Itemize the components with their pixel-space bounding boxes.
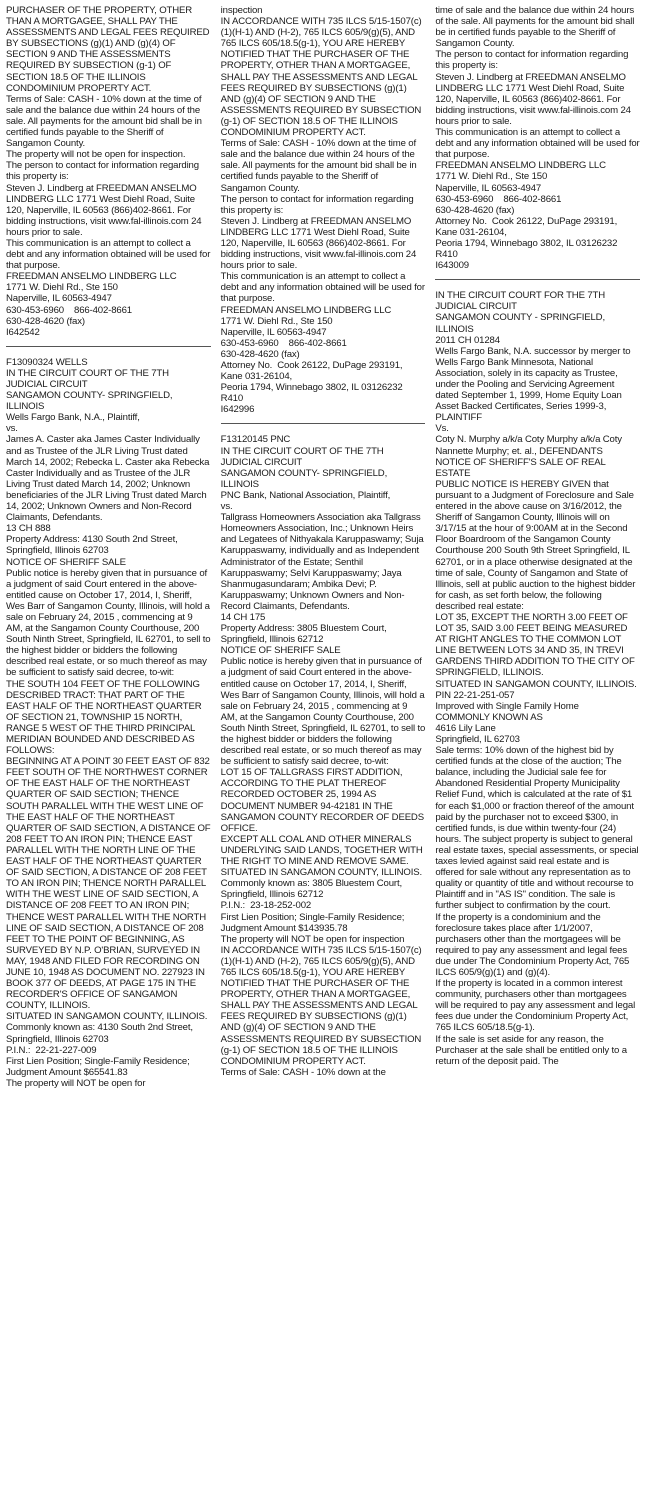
terms-of-sale: time of sale and the balance due within 24 hours of the sale. All payments for the amount bid shall be in certified funds payable to the Sheriff of Sangamon County. bbox=[435, 5, 637, 50]
terms-of-sale: Terms of Sale: CASH - 10% down at the time of sale and the balance due within 24 hours of the sale. All payments for the amount bid shall be in certified funds payable to the Sheriff of Sangamon County. bbox=[6, 93, 205, 150]
sale-notice: PUBLIC NOTICE IS HEREBY GIVEN that pursuant to a Judgment of Foreclosure and Sale entered in the above cause on 3/16/2012, the Sheriff of Sangamon County, Illinois will on 3/17/15 at the hour of 9:00AM at in the Second Floor Boardroom of the Sangamon County Courthouse 200 South 9th Street Springfield, IL 62701, or in a place otherwise designated at the time of sale, County of Sangamon and State of Illinois, sell at public auction to the highest bidder for cash, as set forth below, the following described real estate: bbox=[435, 478, 638, 612]
legal-description: THE SOUTH 104 FEET OF THE FOLLOWING DESCRIBED TRACT: THAT PART OF THE EAST HALF OF THE NORTHEAST QUARTER OF SECTION 21, TOWNSHIP 15 NORTH, RANGE 5 WEST OF THE THIRD PRINCIPAL MERIDIAN BOUNDED AND DESCRIBED AS FOLLOWS: BEGINNING AT A POINT 30 FEET EAST OF 832 FEET SOUTH OF THE NORTHWEST CORNER OF THE EAST HALF OF THE NORTHEAST QUARTER OF SAID SECTION; THENCE SOUTH PARALLEL WITH THE WEST LINE OF THE EAST HALF OF THE NORTHEAST QUARTER OF SAID SECTION, A DISTANCE OF 208 FEET TO AN IRON PIN; THENCE EAST PARALLEL WITH THE NORTH LINE OF THE EAST HALF OF THE NORTHEAST QUARTER OF SAID SECTION, A DISTANCE OF 208 FEET TO AN IRON PIN; THENCE NORTH PARALLEL WITH THE WEST LINE OF SAID SECTION, A DISTANCE OF 208 FEET TO AN IRON PIN; THENCE WEST PARALLEL WITH THE NORTH LINE OF SAID SECTION, A DISTANCE OF 208 FEET TO THE POINT OF BEGINNING, AS SURVEYED BY N.P. O'BRIAN, SURVEYED IN MAY, 1948 AND FILED FOR RECORDING ON JUNE 10, 1948 AS DOCUMENT NO. 227923 IN BOOK 377 OF DEEDS, AT PAGE 175 IN THE RECORDER'S OFFICE OF SANGAMON COUNTY, ILLINOIS. SITUATED IN SANGAMON COUNTY, ILLINOIS. bbox=[6, 678, 211, 1023]
notice-divider bbox=[6, 346, 211, 347]
statutory-notice: IN ACCORDANCE WITH 735 ILCS 5/15-1507(c)(1)(H-1) AND (H-2), 765 ILCS 605/9(g)(5), AND 765 ILCS 605/18.5(g-1), YOU ARE HEREBY NOTIFIED THAT THE PURCHASER OF THE PROPERTY, OTHER THAN A MORTGAGEE, SHALL PAY THE ASSESSMENTS AND LEGAL FEES REQUIRED BY SUBSECTIONS (g)(1) AND (g)(4) OF SECTION 9 AND THE ASSESSMENTS REQUIRED BY SUBSECTION (g-1) OF SECTION 18.5 OF THE ILLINOIS CONDOMINIUM PROPERTY ACT. bbox=[220, 944, 424, 1067]
case-caption: F13120145 PNC IN THE CIRCUIT COURT OF THE 7TH JUDICIAL CIRCUIT SANGAMON COUNTY- SPRINGFIELD, ILLINOIS PNC Bank, National Association, Plaintiff, vs. Tallgrass Homeowners Association aka Tallgrass Homeowners Association, Inc.; Unknown Heirs and Legatees of Nithyakala Karuppaswamy; Suja Karuppaswamy, individually and as Independent Administrator of the Estate; Senthil Karuppaswamy; Selvi Karuppaswamy; Jaya Shanmugasundaram; Ambika Devi; P. Karuppaswamy; Unknown Owners and Non-Record Claimants, Defendants. 14 CH 175 Property Address: 3805 Bluestem Court, Springfield, Illinois 62712 NOTICE OF SHERIFF SALE bbox=[220, 434, 424, 657]
sale-notice: Public notice is hereby given that in pursuance of a judgment of said Court entered in the above-entitled cause on October 17, 2014, I, Sheriff, Wes Barr of Sangamon County, Illinois, will hold a sale on February 24, 2015 , commencing at 9 AM, at the Sangamon County Courthouse, 200 South Ninth Street, Springfield, IL 62701, to sell to the highest bidder or bidders the following described real estate, or so much thereof as may be sufficient to satisfy said decree, to-wit: bbox=[220, 656, 428, 768]
firm-info: This communication is an attempt to collect a debt and any information obtained will be used for that purpose. FREEDMAN ANSELMO LINDBERG LLC 1771 W. Diehl Rd., Ste 150 Naperville, IL 60563-4947 630-453-6960 866-402-8661 630-428-4620 (fax) Attorney No. Cook 26122, DuPage 293191, Kane 031-26104, Peoria 1794, Winnebago 3802, IL 03126232 R410 I643009 bbox=[435, 127, 640, 272]
sale-notice: Public notice is hereby given that in pursuance of a judgment of said Court entered in the above-entitled cause on October 17, 2014, I, Sheriff, Wes Barr of Sangamon County, Illinois, will hold a sale on February 24, 2015 , commencing at 9 AM, at the Sangamon County Courthouse, 200 South Ninth Street, Springfield, IL 62701, to sell to the highest bidder or bidders the following described real estate, or so much thereof as may be sufficient to satisfy said decree, to-wit: bbox=[6, 567, 214, 679]
contact-info: The person to contact for information regarding this property is: Steven J. Lindberg at FREEDMAN ANSELMO LINDBERG LLC 1771 West Diehl Road, Suite 120, Naperville, IL 60563 (866)402-8661. For bidding instructions, visit www.fal-illinois.com 24 hours prior to sale. bbox=[435, 49, 631, 127]
property-details: Commonly known as: 4130 South 2nd Street, Springfield, Illinois 62703 P.I.N.: 22-21-227-009 First Lien Position; Single-Family Residence; Judgment Amount $65541.83 The property will NOT be open for bbox=[6, 1022, 193, 1089]
column-1 bbox=[6, 5, 214, 1510]
terms-of-sale: Terms of Sale: CASH - 10% down at the time of sale and the balance due within 24 hours of the sale. All payments for the amount bid shall be in certified funds payable to the Sheriff of Sangamon County. bbox=[220, 138, 420, 194]
column-2 bbox=[221, 5, 426, 1510]
case-caption: IN THE CIRCUIT COURT FOR THE 7TH JUDICIAL CIRCUIT SANGAMON COUNTY - SPRINGFIELD, ILLINOIS 2011 CH 01284 Wells Fargo Bank, N.A. successor by merger to Wells Fargo Bank Minnesota, National Association, solely in its capacity as Trustee, under the Pooling and Servicing Agreement dated September 1, 1999, Home Equity Loan Asset Backed Certificates, Series 1999-3, PLAINTIFF Vs. Coty N. Murphy a/k/a Coty Murphy a/k/a Coty Nannette Murphy; et. al., DEFENDANTS NOTICE OF SHERIFF'S SALE OF REAL ESTATE bbox=[435, 290, 631, 479]
firm-info: This communication is an attempt to collect a debt and any information obtained will be used for that purpose. FREEDMAN ANSELMO LINDBERG LLC 1771 W. Diehl Rd., Ste 150 Naperville, IL 60563-4947 630-453-6960 866-402-8661 630-428-4620 (fax) I642542 bbox=[6, 237, 211, 338]
contact-info: The person to contact for information regarding this property is: Steven J. Lindberg at FREEDMAN ANSELMO LINDBERG LLC 1771 West Diehl Road, Suite 120, Naperville, IL 60563 (866)402-8661. For bidding instructions, visit www.fal-illinois.com 24 hours prior to sale. bbox=[220, 193, 417, 272]
contact-info: The person to contact for information regarding this property is: Steven J. Lindberg at FREEDMAN ANSELMO LINDBERG LLC 1771 West Diehl Road, Suite 120, Naperville, IL 60563 (866)402-8661. For bidding instructions, visit www.fal-illinois.com 24 hours prior to sale. bbox=[6, 160, 202, 238]
condominium-note: If the property is a condominium and the foreclosure takes place after 1/1/2007, purchasers other than the mortgagees will be required to pay any assessment and legal fees due under The Condominium Property Act, 765 ILCS 605/9(g)(1) and (g)(4). bbox=[435, 911, 632, 978]
legal-description: LOT 35, EXCEPT THE NORTH 3.00 FEET OF LOT 35, SAID 3.00 FEET BEING MEASURED AT RIGHT ANGLES TO THE COMMON LOT LINE BETWEEN LOTS 34 AND 35, IN TREVI GARDENS THIRD ADDITION TO THE CITY OF SPRINGFIELD, ILLINOIS. SITUATED IN SANGAMON COUNTY, ILLINOIS. PIN 22-21-251-057 Improved with Single Family Home COMMONLY KNOWN AS 4616 Lily Lane Springfield, IL 62703 bbox=[435, 611, 637, 745]
notice-text: PURCHASER OF THE PROPERTY, OTHER THAN A MORTGAGEE, SHALL PAY THE ASSESSMENTS AND LEGAL FEES REQUIRED BY SUBSECTIONS (g)(1) AND (g)(4) OF SECTION 9 AND THE ASSESSMENTS REQUIRED BY SUBSECTION (g-1) OF SECTION 18.5 OF THE ILLINOIS CONDOMINIUM PROPERTY ACT. bbox=[6, 5, 212, 94]
case-caption: F13090324 WELLS IN THE CIRCUIT COURT OF THE 7TH JUDICIAL CIRCUIT SANGAMON COUNTY- SPRINGFIELD, ILLINOIS Wells Fargo Bank, N.A., Plaintiff, vs. James A. Caster aka James Caster Individually and as Trustee of the JLR Living Trust dated March 14, 2002; Rebecka L. Caster aka Rebecka Caster Individually and as Trustee of the JLR Living Trust dated March 14, 2002; Unknown beneficiaries of the JLR Living Trust dated March 14, 2002; Unknown Owners and Non-Record Claimants, Defendants. 13 CH 888 Property Address: 4130 South 2nd Street, Springfield, Illinois 62703 NOTICE OF SHERIFF SALE bbox=[6, 356, 210, 568]
firm-info: This communication is an attempt to collect a debt and any information obtained will be used for that purpose. FREEDMAN ANSELMO LINDBERG LLC 1771 W. Diehl Rd., Ste 150 Naperville, IL 60563-4947 630-453-6960 866-402-8661 630-428-4620 (fax) Attorney No. Cook 26122, DuPage 293191, Kane 031-26104, Peoria 1794, Winnebago 3802, IL 03126232 R410 I642996 bbox=[220, 271, 425, 416]
column-3 bbox=[435, 5, 640, 1510]
terms-of-sale: Terms of Sale: CASH - 10% down at the bbox=[220, 1066, 386, 1078]
notice-divider bbox=[435, 279, 640, 280]
common-interest-note: If the property is located in a common interest community, purchasers other than mortgagees will be required to pay any assessment and legal fees due under the Condominium Property Act, 765 ILCS 605/18.5(g-1). bbox=[435, 978, 638, 1034]
sale-terms: Sale terms: 10% down of the highest bid by certified funds at the close of the auction; The balance, including the Judicial sale fee for Abandoned Residential Property Municipality Relief Fund, which is calculated at the rate of $1 for each $1,000 or fraction thereof of the amount paid by the purchaser not to exceed $300, in certified funds, is due within twenty-four (24) hours. The subject property is subject to general real estate taxes, special assessments, or special taxes levied against said real estate and is offered for sale without any representation as to quality or quantity of title and without recourse to Plaintiff and in "AS IS" condition. The sale is further subject to confirmation by the court. bbox=[435, 745, 641, 912]
notice-text: inspection IN ACCORDANCE WITH 735 ILCS 5/15-1507(c)(1)(H-1) AND (H-2), 765 ILCS 605/9(g)(5), AND 765 ILCS 605/18.5(g-1), YOU ARE HEREBY NOTIFIED THAT THE PURCHASER OF THE PROPERTY, OTHER THAN A MORTGAGEE, SHALL PAY THE ASSESSMENTS AND LEGAL FEES REQUIRED BY SUBSECTIONS (g)(1) AND (g)(4) OF SECTION 9 AND THE ASSESSMENTS REQUIRED BY SUBSECTION (g-1) OF SECTION 18.5 OF THE ILLINOIS CONDOMINIUM PROPERTY ACT. bbox=[220, 5, 422, 139]
property-details: Commonly known as: 3805 Bluestem Court, Springfield, Illinois 62712 P.I.N.: 23-18-252-002 First Lien Position; Single-Family Residence; Judgment Amount $143935.78 The property will NOT be open for inspection bbox=[220, 878, 405, 945]
notice-divider bbox=[221, 423, 426, 424]
legal-description: LOT 15 OF TALLGRASS FIRST ADDITION, ACCORDING TO THE PLAT THEREOF RECORDED OCTOBER 25, 1994 AS DOCUMENT NUMBER 94-42181 IN THE SANGAMON COUNTY RECORDER OF DEEDS OFFICE. EXCEPT ALL COAL AND OTHER MINERALS UNDERLYING SAID LANDS, TOGETHER WITH THE RIGHT TO MINE AND REMOVE SAME. SITUATED IN SANGAMON COUNTY, ILLINOIS. bbox=[220, 767, 424, 879]
set-aside-note: If the sale is set aside for any reason, the Purchaser at the sale shall be entitled only to a return of the deposit paid. The bbox=[435, 1033, 630, 1067]
inspection-note: The property will not be open for inspection. bbox=[6, 149, 186, 161]
